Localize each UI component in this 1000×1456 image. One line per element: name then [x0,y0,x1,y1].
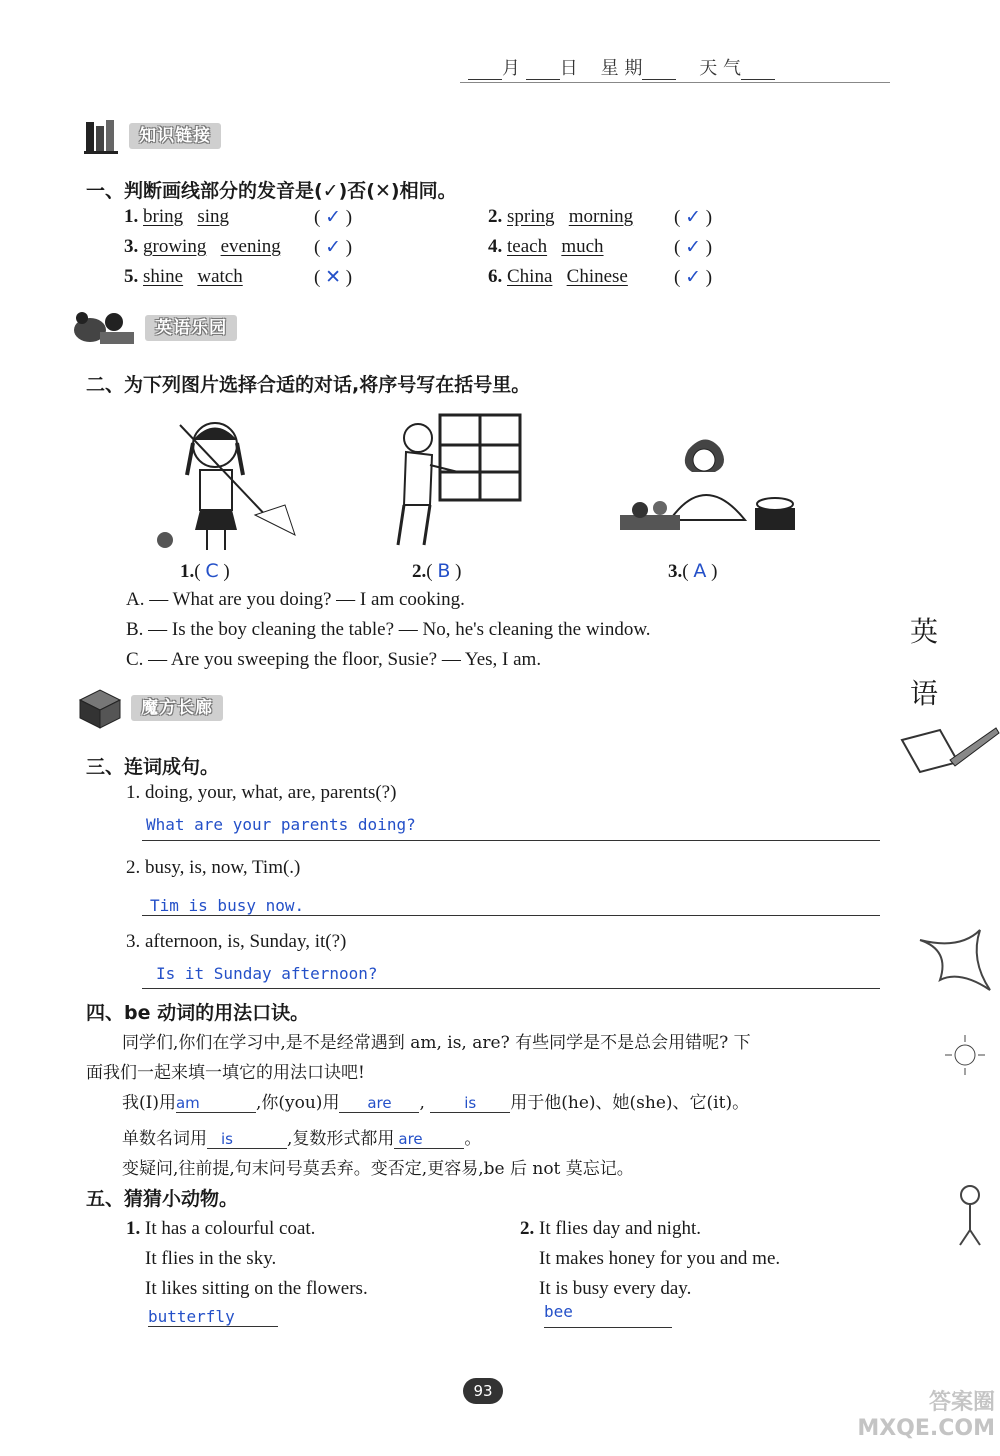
section-badge-english-park: 英语乐园 [70,308,237,348]
q1-item-4: 4. teach much ( ✓ ) [488,236,713,258]
q1-item-2: 2. spring morning ( ✓ ) [488,206,713,228]
subject-char-1: 英 [910,615,939,648]
q5-riddle-2: 2. It flies day and night. It makes honey for you and me. It is busy every day. [520,1218,781,1299]
page-number: 93 [463,1378,503,1404]
star-doodle-icon [910,910,1000,1020]
q5-title: 五、猜猜小动物。 [86,1188,239,1210]
watermark-logo: 答案圈 MXQE.COM [857,1390,995,1441]
header-rule [460,82,890,83]
q3-prompt-2: 2. busy, is, now, Tim(.) [126,857,301,878]
q1-title: 一、判断画线部分的发音是(✓)否(✕)相同。 [86,180,457,202]
children-reading-icon [70,308,140,348]
q2-pic-1: 1.( C ) [180,560,230,582]
q5-answer-1: butterfly [148,1307,278,1327]
woman-cooking-picture [620,430,800,545]
date-header: 月 日 星 期 天 气 [468,54,775,80]
q3-prompt-1: 1. doing, your, what, are, parents(?) [126,782,397,803]
section-badge-knowledge: 知识链接 [84,118,221,154]
q4-line-1: 同学们,你们在学习中,是不是经常遇到 am, is, are? 有些同学是不是总会用错呢? 下 [122,1033,751,1053]
q1-item-5: 5. shine watch ( ✕ ) [124,266,353,288]
q2-pic-2: 2.( B ) [412,560,462,582]
q2-option-a: A. — What are you doing? — I am cooking. [126,589,465,610]
q1-item-1: 1. bring sing ( ✓ ) [124,206,353,228]
q2-title: 二、为下列图片选择合适的对话,将序号写在括号里。 [86,374,531,396]
q3-line-1 [142,840,880,841]
q4-line-5: 变疑问,往前提,句末问号莫丢弃。变否定,更容易,be 后 not 莫忘记。 [122,1159,634,1179]
q2-option-c: C. — Are you sweeping the floor, Susie? — Yes, I am. [126,649,542,670]
books-icon [84,118,124,154]
q4-title: 四、be 动词的用法口诀。 [86,1002,310,1024]
q2-pic-3: 3.( A ) [668,560,718,582]
paper-pencil-icon [900,720,1000,780]
girl-sweeping-picture [145,415,305,555]
q3-answer-3: Is it Sunday afternoon? [156,964,378,983]
subject-char-2: 语 [910,677,939,710]
boy-cleaning-window-picture [390,410,530,555]
q4-line-3: 我(I)用am ,你(you)用 are , is 用于他(he)、她(she)、它(it)。 [122,1093,750,1113]
q3-line-2 [142,915,880,916]
q3-line-3 [142,988,880,989]
section-badge-cube-gallery: 魔方长廊 [74,686,223,730]
rubik-cube-icon [74,686,126,730]
q5-answer-2: bee [544,1302,672,1328]
q5-riddle-1: 1. It has a colourful coat. It flies in the sky. It likes sitting on the flowers. [126,1218,368,1299]
q3-prompt-3: 3. afternoon, is, Sunday, it(?) [126,931,347,952]
q3-answer-2: Tim is busy now. [150,896,305,915]
sun-doodle-icon [935,1030,995,1080]
q1-item-6: 6. China Chinese ( ✓ ) [488,266,713,288]
q3-answer-1: What are your parents doing? [146,815,416,834]
q4-line-2: 面我们一起来填一填它的用法口诀吧! [86,1063,365,1083]
q4-line-4: 单数名词用 is ,复数形式都用 are 。 [122,1129,482,1149]
q3-title: 三、连词成句。 [86,756,220,778]
q2-option-b: B. — Is the boy cleaning the table? — No, he's cleaning the window. [126,619,651,640]
q1-item-3: 3. growing evening ( ✓ ) [124,236,353,258]
stick-figure-doodle-icon [940,1160,1000,1250]
